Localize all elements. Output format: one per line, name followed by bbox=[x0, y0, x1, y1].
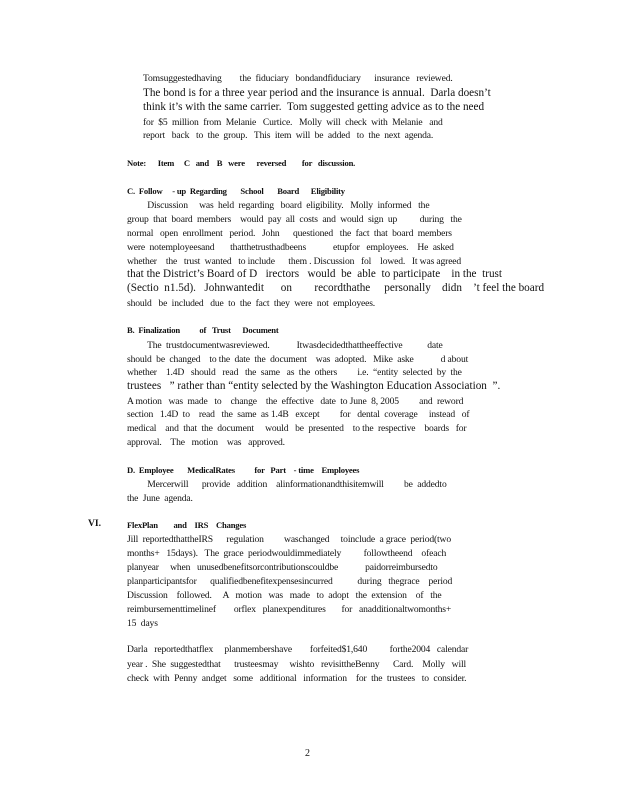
text-line: year . She suggestedthat trusteesmay wishto revisittheBenny Card. Molly will bbox=[127, 659, 467, 670]
section-vi-heading: FlexPlan and IRS Changes bbox=[127, 520, 247, 530]
text-line: (Sectio n1.5d). Johnwantedit on recordthathe personally didn ’t feel the board bbox=[127, 282, 545, 294]
text-line: The trustdocumentwasreviewed. Itwasdecidedthattheeffective date bbox=[127, 340, 443, 351]
text-line: Mercerwill provide addition alinformationandthisitemwill be addedto bbox=[127, 479, 447, 490]
text-line: check with Penny andget some additional information for the trustees to consider. bbox=[127, 673, 467, 684]
text-line: Discussion was held regarding board eligibility. Molly informed the bbox=[127, 200, 430, 211]
text-line: reimbursementtimelinef orflex planexpenditures for anadditionaltwomonths+ bbox=[127, 604, 452, 615]
section-vi-label: VI. bbox=[88, 518, 102, 529]
text-line: medical and that the document would be presented to the respective boards for bbox=[127, 423, 467, 434]
text-line: for $5 million from Melanie Curtice. Molly will check with Melanie and bbox=[143, 117, 443, 128]
text-line: should be included due to the fact they were not employees. bbox=[127, 298, 376, 309]
text-line: the June agenda. bbox=[127, 493, 193, 504]
text-line: whether the trust wanted to include them . Discussion fol lowed. It was agreed bbox=[127, 256, 462, 267]
text-line: months+ 15days). The grace periodwouldimmediately followtheend ofeach bbox=[127, 548, 447, 559]
text-line: were notemployeesand thatthetrusthadbeens etupfor employees. He asked bbox=[127, 242, 454, 253]
text-line: Tomsuggestedhaving the fiduciary bondandfiduciary insurance reviewed. bbox=[143, 73, 453, 84]
text-line: group that board members would pay all costs and would sign up during the bbox=[127, 214, 462, 225]
text-line: planparticipantsfor qualifiedbenefitexpensesincurred during thegrace period bbox=[127, 576, 453, 587]
text-line: that the District’s Board of D irectors would be able to participate in the trust bbox=[127, 268, 502, 280]
section-c-heading: C. Follow - up Regarding School Board Eligibility bbox=[127, 186, 345, 196]
text-line: normal open enrollment period. John questioned the fact that board members bbox=[127, 228, 452, 239]
text-line: section 1.4D to read the same as 1.4B except for dental coverage instead of bbox=[127, 409, 470, 420]
text-line: whether 1.4D should read the same as the others i.e. “entity selected by the bbox=[127, 367, 462, 378]
text-line: A motion was made to change the effective date to June 8, 2005 and reword bbox=[127, 396, 464, 407]
text-line: report back to the group. This item will be added to the next agenda. bbox=[143, 130, 434, 141]
note-heading: Note: Item C and B were reversed for discussion. bbox=[127, 158, 356, 168]
text-line: trustees ” rather than “entity selected by the Washington Education Association ”. bbox=[127, 380, 501, 392]
section-d-heading: D. Employee MedicalRates for Part - time Employees bbox=[127, 465, 360, 475]
text-line: Discussion followed. A motion was made to adopt the extension of the bbox=[127, 590, 442, 601]
text-line: The bond is for a three year period and the insurance is annual. Darla doesn’t bbox=[143, 87, 491, 99]
text-line: should be changed to the date the document was adopted. Mike aske d about bbox=[127, 354, 469, 365]
text-line: think it’s with the same carrier. Tom suggested getting advice as to the need bbox=[143, 101, 485, 113]
section-b-heading: B. Finalization of Trust Document bbox=[127, 325, 279, 335]
text-line: planyear when unusedbenefitsorcontributionscouldbe paidorreimbursedto bbox=[127, 562, 438, 573]
text-line: Darla reportedthatflex planmembershave forfeited$1,640 forthe2004 calendar bbox=[127, 644, 469, 655]
text-line: Jill reportedthattheIRS regulation waschanged toinclude a grace period(two bbox=[127, 534, 451, 545]
text-line: approval. The motion was approved. bbox=[127, 437, 285, 448]
page-number: 2 bbox=[305, 748, 310, 759]
text-line: 15 days bbox=[127, 618, 158, 629]
